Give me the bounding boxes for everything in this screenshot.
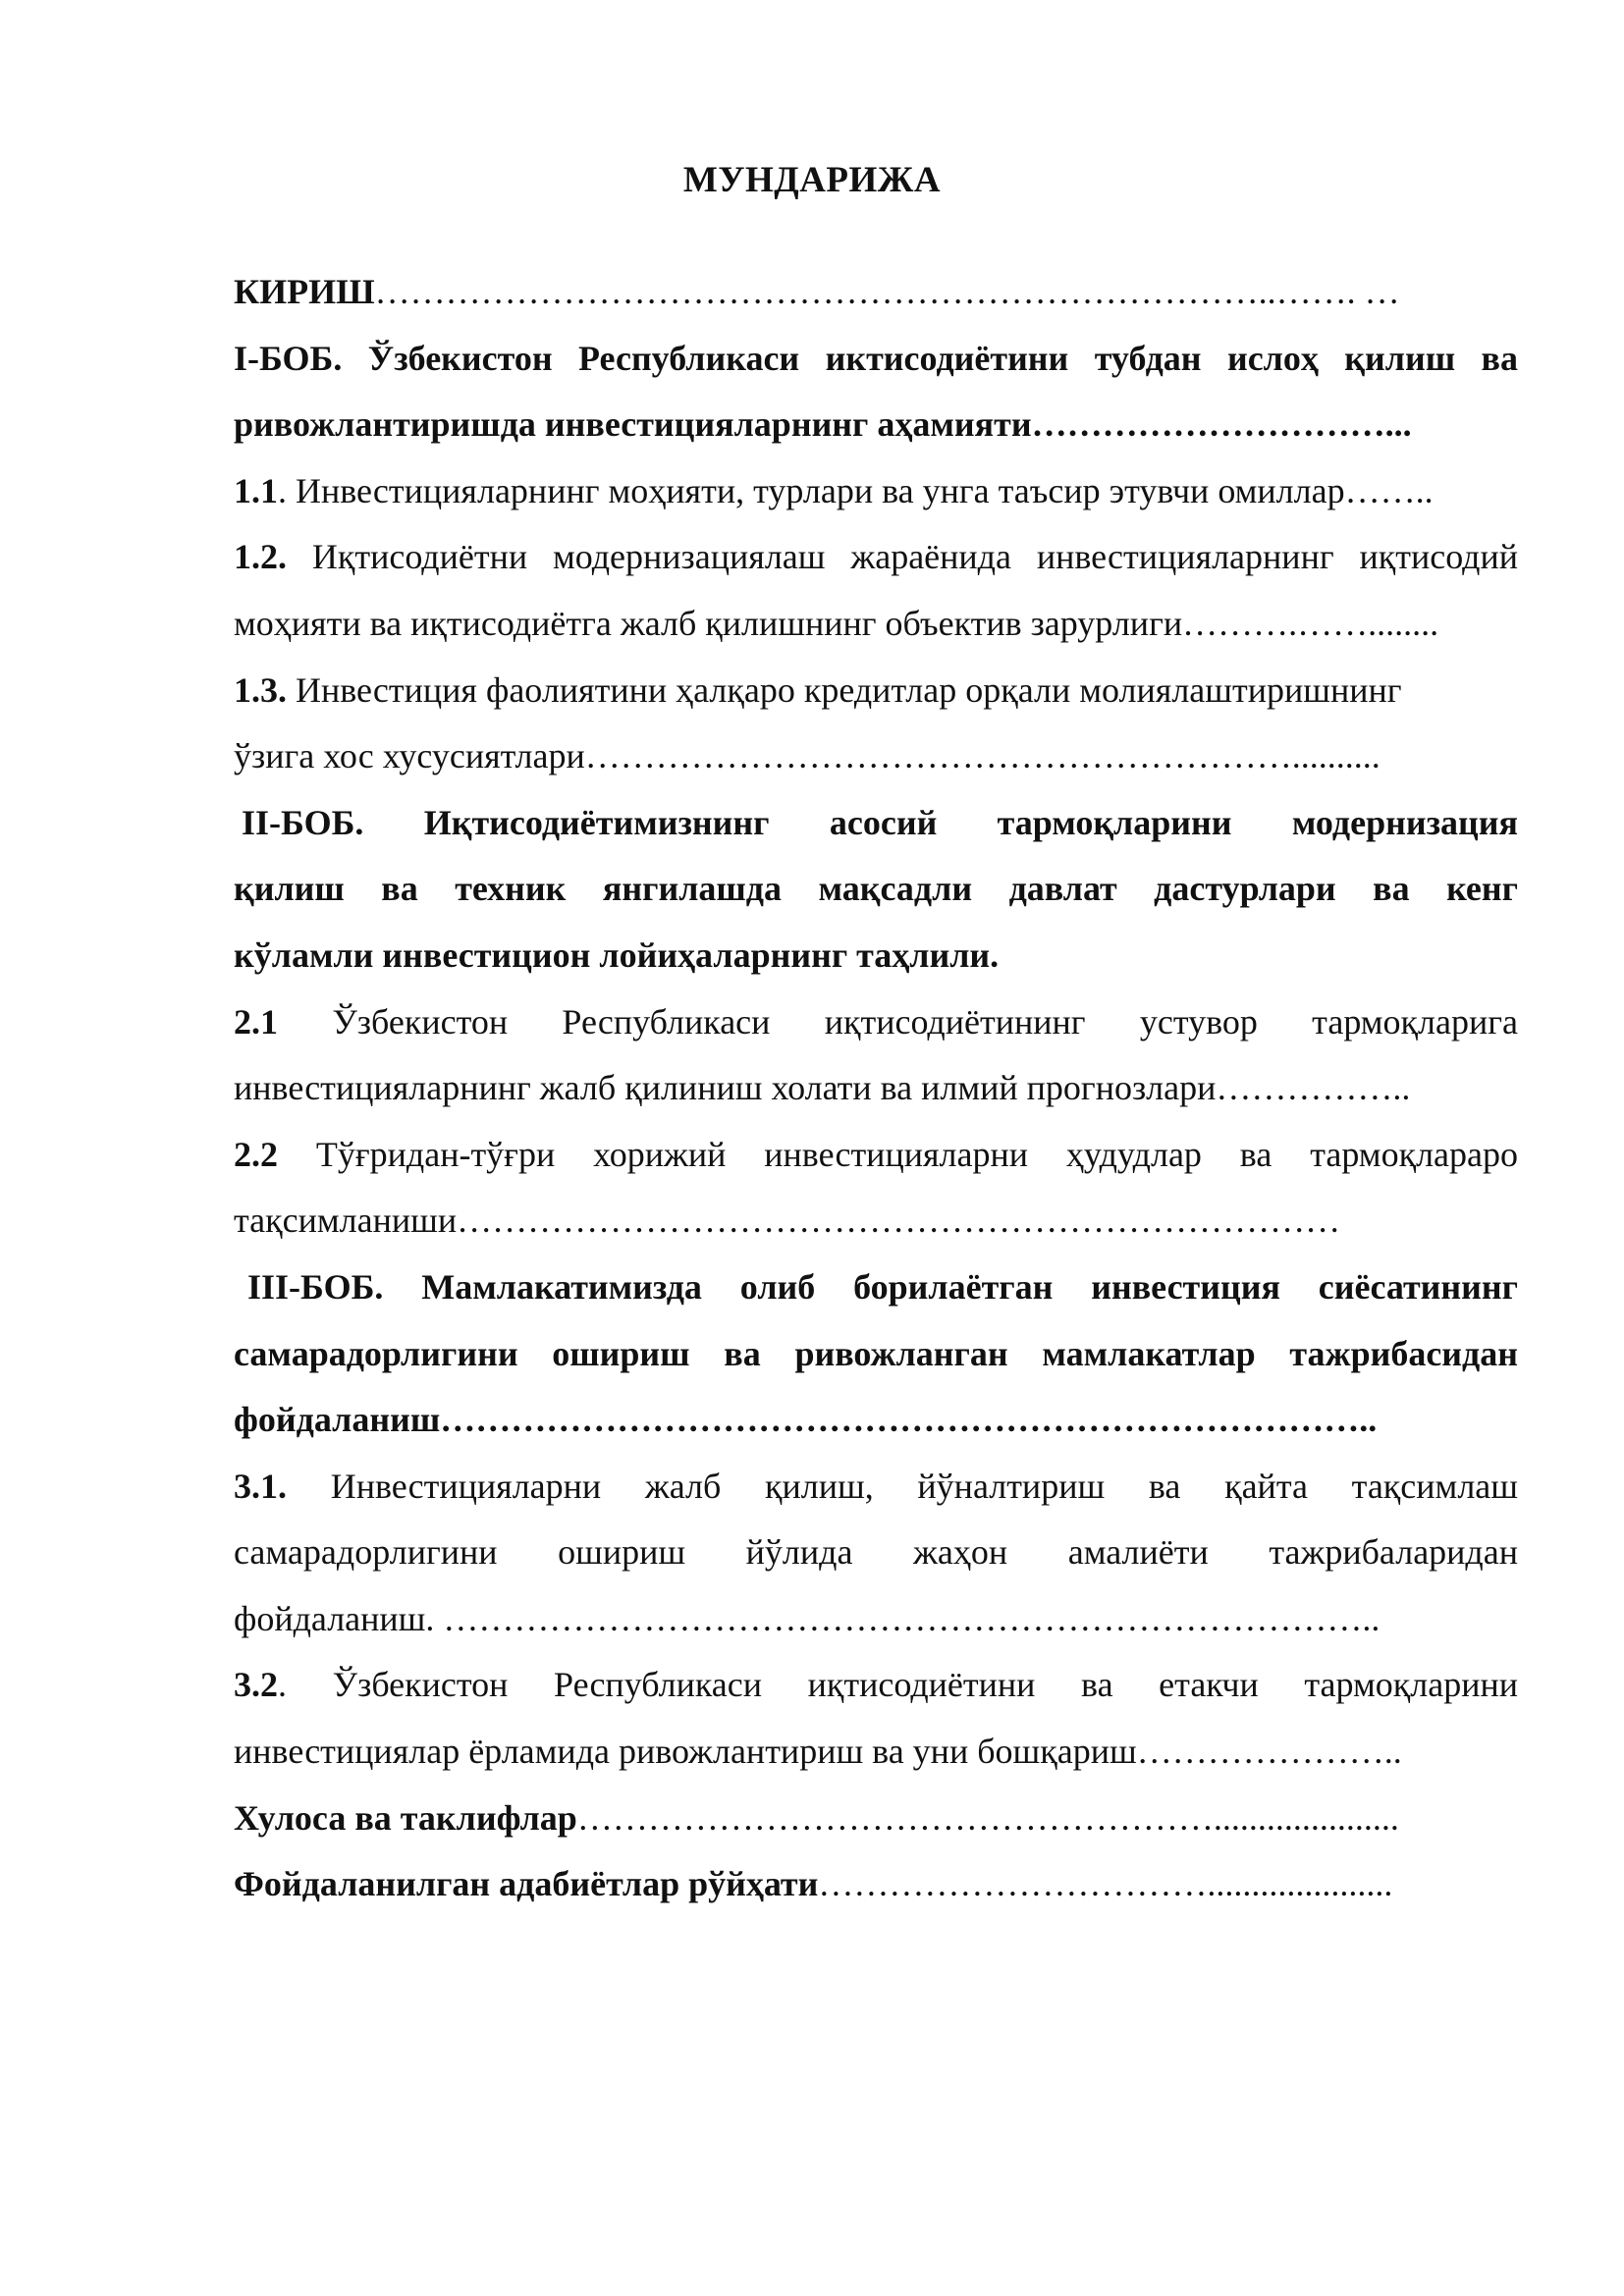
toc-line-bold: 2.2 [234,1134,278,1174]
toc-line-text: …………………………………………………………………..……. … [374,272,1400,311]
toc-line-bold: 3.2 [234,1665,278,1705]
toc-line-text: ўзига хос хусусиятлари…………………………………………………….......... [234,736,1380,776]
toc-line [234,723,1518,790]
toc-line [234,1122,1518,1189]
toc-line-text: моҳияти ва иқтисодиётга жалб қилишнинг объектив зарурлиги……….……........ [234,603,1439,643]
toc-line-text: Инвестицияларни жалб қилиш, йўналтириш ва қайта тақсимлаш [287,1466,1518,1506]
toc-line [234,259,1518,326]
toc-line-bold: 1.2. [234,537,287,577]
toc-line [234,1055,1518,1122]
toc-line-text: Инвестиция фаолиятини ҳалқаро кредитлар орқали молиялаштиришнинг [287,669,1402,710]
toc-line-text: . Инвестицияларнинг моҳияти, турлари ва унга таъсир этувчи омиллар…….. [278,470,1434,510]
toc-line [234,989,1518,1056]
toc-line-bold: 1.3. [234,669,287,710]
toc-line [234,524,1518,591]
toc-line-text: ……………………………..................... [818,1864,1393,1904]
toc-line-text: самарадорлигини ошириш йўлида жаҳон амалиёти тажрибаларидан [234,1532,1518,1573]
toc-line [234,1454,1518,1521]
toc-line-text: Тўғридан-тўғри хорижий инвестицияларни ҳудудлар ва тармоқлараро [278,1134,1518,1174]
toc-line-text: тақсимланиши………………………………………………………………… [234,1201,1341,1241]
toc-line [234,1719,1518,1786]
toc-line [234,591,1518,658]
toc-line [234,326,1518,393]
toc-line-bold: 3.1. [234,1466,287,1506]
toc-line [234,1786,1518,1852]
toc-line [234,1851,1518,1918]
toc-line [234,1255,1518,1321]
toc-line-text: инвестицияларнинг жалб қилиниш холати ва илмий прогнозлари…………….. [234,1068,1411,1108]
toc-line-bold: I-БОБ. Ўзбекистон Республикаси иктисодиётини тубдан ислоҳ қилиш ва [234,338,1518,378]
toc-line [234,1321,1518,1388]
toc-line [234,1652,1518,1719]
toc-line-bold: ривожлантиришда инвестицияларнинг аҳамияти…………………………... [234,404,1412,445]
toc-line [234,392,1518,458]
toc-line [234,658,1518,724]
toc-line [234,856,1518,923]
toc-line [234,1188,1518,1255]
toc-line-text: фойдаланиш. …………………………………………………………………….. [234,1598,1380,1638]
toc-line-bold: Фойдаланилган адабиётлар рўйҳати [234,1864,819,1904]
toc-line-text: Ўзбекистон Республикаси иқтисодиётининг устувор тармоқларига [278,1001,1518,1041]
toc-line-bold: КИРИШ [234,272,375,311]
toc-line-bold: 2.1 [234,1001,278,1041]
toc-line-text: Иқтисодиётни модернизациялаш жараёнида инвестицияларнинг иқтисодий [287,537,1518,577]
toc-line-bold: III-БОБ. Мамлакатимизда олиб борилаётган инвестиция сиёсатининг [247,1266,1518,1307]
toc-line-text: . Ўзбекистон Республикаси иқтисодиётини ва етакчи тармоқларини [278,1665,1518,1705]
toc-line [234,1387,1518,1454]
toc-line-text: инвестициялар ёрламида ривожлантириш ва уни бошқариш………………….. [234,1732,1402,1772]
toc-line [234,923,1518,989]
toc-line-bold: кўламли инвестицион лойиҳаларнинг таҳлили. [234,934,1000,975]
page-title: МУНДАРИЖА [682,160,942,200]
toc-line-bold: Хулоса ва таклифлар [234,1797,577,1838]
toc-line [234,790,1518,857]
toc-line [234,458,1518,525]
toc-line [234,1586,1518,1653]
toc-line [234,1520,1518,1586]
toc-line-bold: 1.1 [234,470,278,510]
toc-line-bold: қилиш ва техник янгилашда мақсадли давлат дастурлари ва кенг [234,869,1518,909]
toc-line-text: ………………………………………………..................... [576,1797,1399,1838]
table-of-contents [234,259,1518,1918]
toc-line-bold: фойдаланиш…………………………………………………………………….. [234,1400,1378,1440]
toc-line-bold: самарадорлигини ошириш ва ривожланган мамлакатлар тажрибасидан [234,1333,1518,1373]
toc-line-bold: II-БОБ. Иқтисодиётимизнинг асосий тармоқларини модернизация [242,802,1518,842]
